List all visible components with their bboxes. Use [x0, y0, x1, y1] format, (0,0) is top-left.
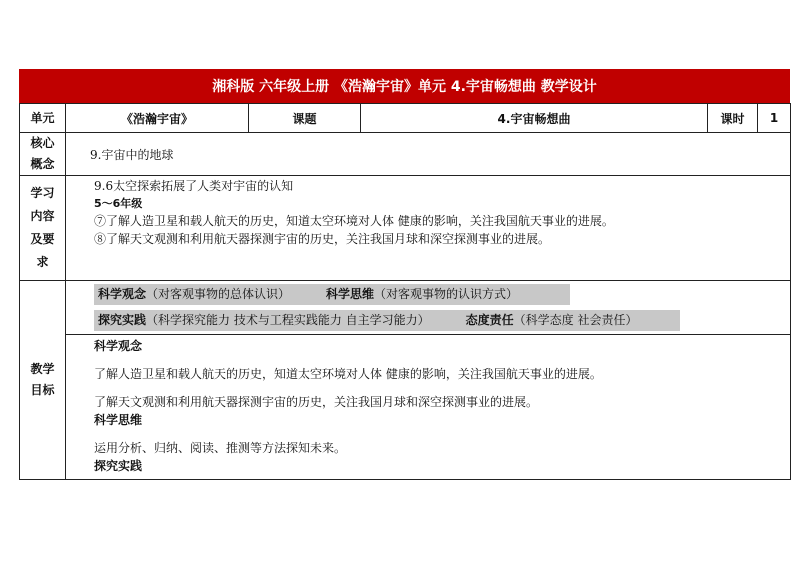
objective-p1: 了解人造卫星和载人航天的历史，知道太空环境对人体 健康的影响，关注我国航天事业的进展。: [94, 367, 602, 381]
document-title: 湘科版 六年级上册 《浩瀚宇宙》单元 4.宇宙畅想曲 教学设计: [19, 69, 790, 103]
concept-label: 核心 概念: [20, 133, 66, 176]
grade-label: 5～6年级: [94, 197, 143, 210]
requirements-label: 学习 内容 及要 求: [20, 176, 66, 281]
hours-value: 1: [758, 104, 791, 133]
objectives-detail-row: [20, 335, 791, 480]
concept-value: 9.宇宙中的地球: [66, 133, 791, 176]
requirement-item-7: ⑦了解人造卫星和载人航天的历史，知道太空环境对人体 健康的影响，关注我国航天事业的进展。: [94, 214, 614, 228]
requirement-item-8: ⑧了解天文观测和利用航天器探测宇宙的历史，关注我国月球和深空探测事业的进展。: [94, 232, 551, 246]
lesson-value: 4.宇宙畅想曲: [361, 104, 708, 133]
requirements-row: [20, 176, 791, 281]
heading-science-thinking: 科学思维: [94, 413, 143, 427]
concept-row: [20, 133, 791, 176]
objectives-bands: [66, 281, 791, 335]
unit-row: [20, 104, 791, 133]
objective-p3: 运用分析、归纳、阅读、推测等方法探知未来。: [94, 441, 347, 455]
unit-label: 单元: [20, 104, 66, 133]
lesson-plan-table: [19, 103, 791, 480]
band-concept-thinking: 科学观念（对客观事物的总体认识） 科学思维（对客观事物的认识方式）: [94, 284, 570, 305]
requirements-content: [66, 176, 791, 281]
heading-inquiry-practice: 探究实践: [94, 459, 143, 473]
objective-p2: 了解天文观测和利用航天器探测宇宙的历史，关注我国月球和深空探测事业的进展。: [94, 395, 539, 409]
objectives-band-row: [20, 281, 791, 335]
objectives-detail: [66, 335, 791, 480]
heading-science-concept: 科学观念: [94, 339, 143, 353]
objectives-label: 教学 目标: [20, 281, 66, 480]
lesson-label: 课题: [249, 104, 361, 133]
hours-label: 课时: [708, 104, 758, 133]
requirements-line1: 9.6太空探索拓展了人类对宇宙的认知: [94, 179, 294, 193]
band-inquiry-attitude: 探究实践（科学探究能力 技术与工程实践能力 自主学习能力） 态度责任（科学态度 社会责任）: [94, 310, 680, 331]
unit-value: 《浩瀚宇宙》: [66, 104, 249, 133]
